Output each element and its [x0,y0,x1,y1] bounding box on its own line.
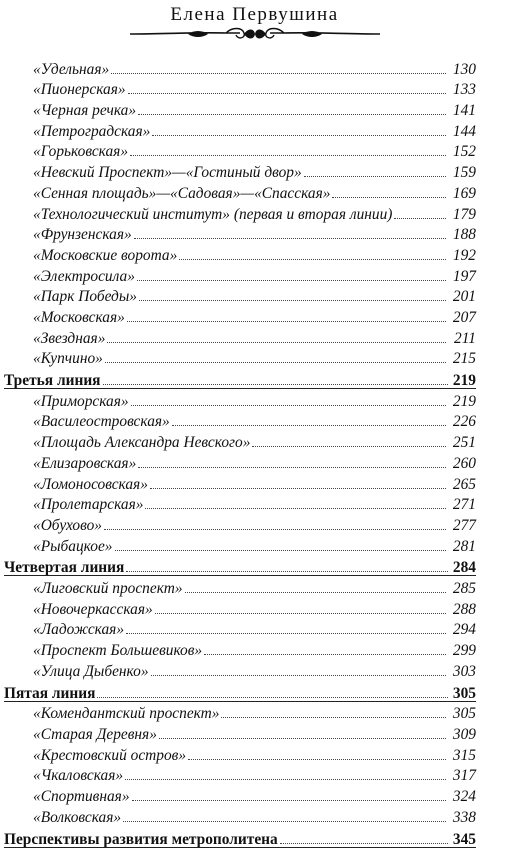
dot-leader [332,197,446,198]
toc-section-entry [0,826,476,848]
dot-leader [394,218,446,219]
toc-page-number: 345 [452,830,476,848]
toc-page-number: 188 [452,226,476,244]
toc-page-number: 288 [452,600,476,618]
toc-page-number: 281 [452,537,476,555]
dot-leader [252,446,446,447]
toc-page-number: 265 [452,475,476,493]
toc-page-number: 305 [452,705,476,723]
dot-leader [304,176,446,177]
toc-entry [0,202,476,223]
toc-entry-title: «Обухово» [33,516,102,534]
toc-entry [0,638,476,659]
toc-entry [0,389,476,410]
toc-entry [0,659,476,680]
toc-page-number: 260 [452,454,476,472]
dot-leader [115,550,447,551]
toc-page-number: 201 [452,288,476,306]
toc-entry-title: «Пролетарская» [33,496,144,514]
dot-leader [155,613,446,614]
toc-entry-title: «Парк Победы» [33,288,137,306]
toc-page-number: 277 [452,516,476,534]
dot-leader [204,654,446,655]
toc-entry [0,160,476,181]
dot-leader [152,135,446,136]
toc-entry [0,98,476,119]
toc-entry [0,347,476,368]
toc-section-entry [0,367,476,389]
ornament-divider [128,25,382,43]
toc-entry-title: «Невский Проспект»—«Гостиный двор» [33,164,302,182]
toc-page-number: 294 [452,621,476,639]
toc-entry [0,326,476,347]
toc-entry-title: «Пионерская» [33,81,126,99]
toc-page-number: 133 [452,81,476,99]
toc-entry [0,534,476,555]
dot-leader [130,155,446,156]
dot-leader [127,321,446,322]
toc-entry [0,264,476,285]
toc-entry-title: Четвертая линия [4,559,125,577]
dot-leader [125,779,446,780]
toc-entry-title: «Крестовский остров» [33,746,187,764]
toc-entry [0,513,476,534]
toc-page-number: 179 [452,205,476,223]
toc-page-number: 285 [452,580,476,598]
dot-leader [104,529,446,530]
dot-leader [139,300,446,301]
dot-leader [126,571,448,572]
toc-entry [0,493,476,514]
running-header [0,0,509,48]
toc-page-number: 303 [452,662,476,680]
toc-entry-title: «Московская» [33,308,125,326]
toc-entry-title: «Рыбацкое» [33,537,113,555]
toc-page-number: 141 [452,102,476,120]
dot-leader [137,280,446,281]
dot-leader [107,342,446,343]
toc-entry [0,119,476,140]
toc-entry [0,597,476,618]
toc-entry-title: «Технологический институт» (первая и вторая линии) [33,205,393,223]
toc-entry [0,805,476,826]
toc-page-number: 251 [452,434,476,452]
toc-entry-title: «Елизаровская» [33,454,137,472]
toc-entry-title: «Черная речка» [33,102,137,120]
toc-section-entry [0,680,476,702]
toc-entry-title: «Звездная» [33,329,106,347]
toc-entry-title: «Электросила» [33,267,135,285]
toc-page-number: 130 [452,60,476,78]
dot-leader [221,717,446,718]
dot-leader [185,592,446,593]
dot-leader [111,73,446,74]
toc-entry-title: «Сенная площадь»—«Садовая»—«Спасская» [33,184,331,202]
toc-page-number: 315 [452,746,476,764]
toc-entry [0,722,476,743]
toc-entry-title: «Петроградская» [33,122,151,140]
toc-entry-title: «Комендантский проспект» [33,705,220,723]
toc-page-number: 309 [452,726,476,744]
toc-entry [0,305,476,326]
toc-page-number: 299 [452,642,476,660]
dot-leader [134,238,446,239]
toc-entry-title: «Волковская» [33,808,122,826]
table-of-contents [0,57,509,848]
toc-page-number: 152 [452,143,476,161]
dot-leader [145,508,446,509]
toc-entry [0,243,476,264]
toc-page-number: 219 [452,392,476,410]
toc-entry-title: «Горьковская» [33,143,129,161]
dot-leader [138,467,446,468]
toc-page-number: 159 [452,164,476,182]
dot-leader [126,633,446,634]
dot-leader [97,697,448,698]
toc-page-number: 211 [454,329,476,347]
dot-leader [172,425,446,426]
toc-entry-title: Перспективы развития метрополитена [4,830,278,848]
toc-section-entry [0,555,476,577]
toc-entry [0,181,476,202]
toc-entry-title: «Приморская» [33,392,129,410]
toc-entry-title: «Новочеркасская» [33,600,153,618]
toc-entry [0,618,476,639]
toc-entry-title: Третья линия [4,372,101,390]
dot-leader [280,843,448,844]
toc-entry-title: «Московские ворота» [33,246,178,264]
dot-leader [151,675,446,676]
toc-page-number: 271 [452,496,476,514]
toc-entry-title: «Ладожская» [33,621,125,639]
toc-page-number: 215 [452,350,476,368]
toc-entry [0,223,476,244]
toc-page-number: 169 [452,184,476,202]
dot-leader [179,259,446,260]
toc-entry [0,784,476,805]
toc-entry-title: «Старая Деревня» [33,726,157,744]
toc-entry [0,764,476,785]
toc-entry-title: «Лиговский проспект» [33,580,183,598]
dot-leader [188,759,446,760]
toc-entry [0,410,476,431]
toc-page-number: 226 [452,413,476,431]
dot-leader [105,362,446,363]
toc-page-number: 219 [452,372,476,390]
toc-page-number: 197 [452,267,476,285]
toc-entry [0,78,476,99]
dot-leader [128,93,446,94]
toc-page-number: 338 [452,808,476,826]
toc-entry [0,140,476,161]
toc-entry [0,285,476,306]
toc-entry-title: «Улица Дыбенко» [33,662,149,680]
toc-entry-title: Пятая линия [4,684,96,702]
toc-entry-title: «Проспект Большевиков» [33,642,203,660]
toc-entry-title: «Удельная» [33,60,110,78]
author-name: Елена Первушина [170,4,339,25]
toc-page-number: 324 [452,788,476,806]
toc-entry-title: «Ломоносовская» [33,475,148,493]
toc-page-number: 192 [452,246,476,264]
toc-page-number: 207 [452,308,476,326]
toc-page-number: 317 [452,767,476,785]
toc-entry [0,743,476,764]
toc-entry [0,702,476,723]
toc-page-number: 305 [452,684,476,702]
dot-leader [131,405,446,406]
toc-entry-title: «Василеостровская» [33,413,170,431]
toc-page-number: 144 [452,122,476,140]
dot-leader [103,384,448,385]
toc-entry [0,430,476,451]
toc-entry [0,451,476,472]
dot-leader [159,738,446,739]
dot-leader [150,488,446,489]
toc-entry-title: «Купчино» [33,350,103,368]
toc-entry [0,576,476,597]
toc-entry-title: «Фрунзенская» [33,226,132,244]
toc-entry [0,57,476,78]
toc-entry-title: «Площадь Александра Невского» [33,434,251,452]
toc-entry [0,472,476,493]
dot-leader [132,800,446,801]
dot-leader [138,114,446,115]
toc-entry-title: «Спортивная» [33,788,130,806]
dot-leader [123,821,446,822]
toc-page-number: 284 [452,559,476,577]
toc-entry-title: «Чкаловская» [33,767,124,785]
